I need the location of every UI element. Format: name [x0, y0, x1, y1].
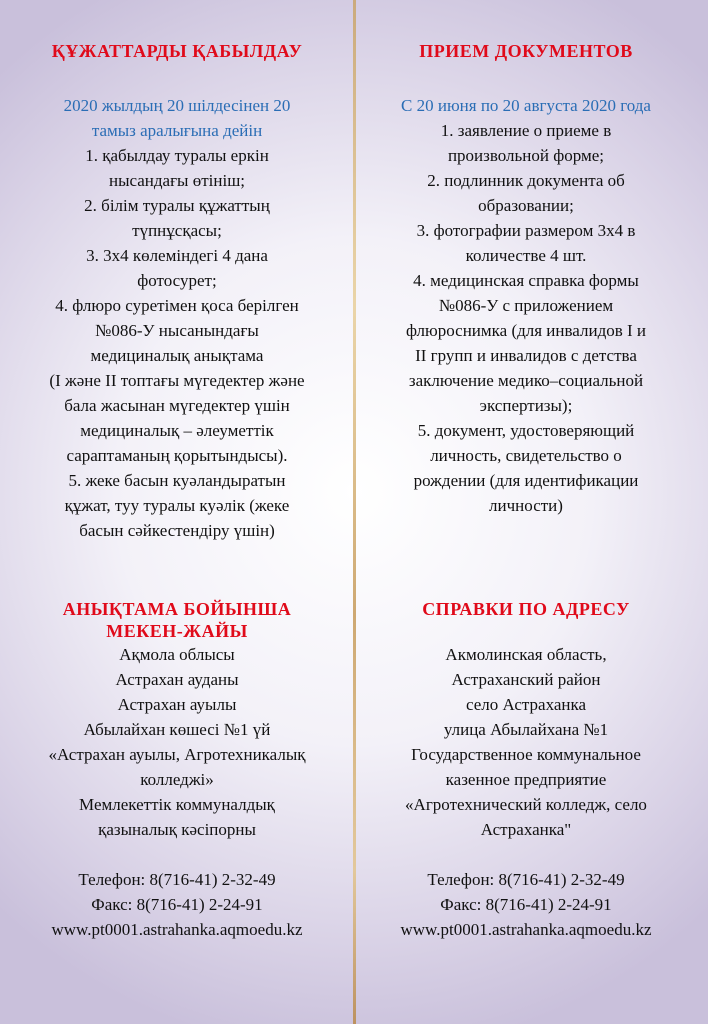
- left-website-link[interactable]: www.pt0001.astrahanka.aqmoedu.kz: [51, 920, 303, 939]
- left-period-line: тамыз аралығына дейін: [91, 121, 263, 140]
- address-line: Мемлекеттік коммуналдық: [79, 795, 275, 814]
- list-item: 3. 3х4 көлеміндегі 4 дана: [86, 246, 268, 265]
- left-documents-section: [12, 40, 342, 543]
- address-line: Астраханка": [480, 820, 572, 839]
- left-fax: Факс: 8(716-41) 2-24-91: [91, 895, 263, 914]
- address-line: село Астраханка: [465, 695, 587, 714]
- address-line: Астрахан ауылы: [117, 695, 237, 714]
- right-address-title-line: СПРАВКИ ПО АДРЕСУ: [422, 599, 630, 619]
- address-line: «Агротехнический колледж, село: [405, 795, 647, 814]
- list-item: 4. флюро суретімен қоса берілген: [55, 296, 299, 315]
- left-address-title: [12, 598, 342, 642]
- list-item: 5. документ, удостоверяющий: [417, 421, 635, 440]
- right-period-line: С 20 июня по 20 августа 2020 года: [401, 96, 651, 115]
- right-period: [361, 93, 691, 118]
- list-item: экспертизы);: [479, 396, 573, 415]
- address-line: қазыналық кәсіпорны: [98, 820, 256, 839]
- address-line: Астрахан ауданы: [115, 670, 239, 689]
- address-line: казенное предприятие: [445, 770, 607, 789]
- address-line: колледжі»: [140, 770, 214, 789]
- address-line: улица Абылайхана №1: [443, 720, 609, 739]
- right-fax: Факс: 8(716-41) 2-24-91: [440, 895, 612, 914]
- left-items-list: [12, 143, 342, 543]
- list-item: флюроснимка (для инвалидов І и: [405, 321, 647, 340]
- list-item: личность, свидетельство о: [430, 446, 622, 465]
- left-phone: Телефон: 8(716-41) 2-32-49: [78, 870, 276, 889]
- right-phone: Телефон: 8(716-41) 2-32-49: [427, 870, 625, 889]
- address-line: Государственное коммунальное: [411, 745, 641, 764]
- right-documents-title: ПРИЕМ ДОКУМЕНТОВ: [419, 41, 633, 61]
- left-period: [12, 93, 342, 143]
- left-address-lines: [12, 642, 342, 842]
- list-item: 2. білім туралы құжаттың: [84, 196, 270, 215]
- right-address-lines: [361, 642, 691, 842]
- list-item: рождении (для идентификации: [413, 471, 639, 490]
- list-item: 5. жеке басын куәландыратын: [68, 471, 286, 490]
- right-address-section: [361, 598, 691, 942]
- list-item: 1. қабылдау туралы еркін: [85, 146, 269, 165]
- left-documents-title: ҚҰЖАТТАРДЫ ҚАБЫЛДАУ: [51, 41, 303, 61]
- list-item: 2. подлинник документа об: [427, 171, 625, 190]
- address-line: Астраханский район: [451, 670, 601, 689]
- list-item: нысандағы өтініш;: [108, 171, 246, 190]
- list-item: 3. фотографии размером 3х4 в: [416, 221, 636, 240]
- list-item: фотосурет;: [137, 271, 217, 290]
- address-line: «Астрахан ауылы, Агротехникалық: [48, 745, 306, 764]
- list-item: 4. медицинская справка формы: [413, 271, 639, 290]
- right-website-link[interactable]: www.pt0001.astrahanka.aqmoedu.kz: [400, 920, 652, 939]
- center-divider: [353, 0, 356, 1024]
- list-item: сараптаманың қорытындысы).: [66, 446, 288, 465]
- list-item: медициналық анықтама: [90, 346, 264, 365]
- list-item: количестве 4 шт.: [465, 246, 587, 265]
- list-item: заключение медико–социальной: [408, 371, 644, 390]
- right-documents-section: [361, 40, 691, 518]
- left-address-section: [12, 598, 342, 942]
- list-item: түпнұсқасы;: [132, 221, 222, 240]
- address-line: Акмолинская область,: [445, 645, 607, 664]
- list-item: произвольной форме;: [447, 146, 605, 165]
- right-address-title: [361, 598, 691, 620]
- left-address-title-line: МЕКЕН-ЖАЙЫ: [106, 621, 248, 641]
- list-item: медициналық – әлеуметтік: [80, 421, 274, 440]
- list-item: 1. заявление о приеме в: [440, 121, 612, 140]
- address-line: Абылайхан көшесі №1 үй: [83, 720, 271, 739]
- list-item: басын сәйкестендіру үшін): [79, 521, 275, 540]
- list-item: №086-У с приложением: [438, 296, 614, 315]
- list-item: личности): [489, 496, 563, 515]
- list-item: (І және ІІ топтағы мүгедектер және: [49, 371, 305, 390]
- right-items-list: [361, 118, 691, 518]
- address-line: Ақмола облысы: [119, 645, 235, 664]
- list-item: құжат, туу туралы куәлік (жеке: [64, 496, 290, 515]
- list-item: ІІ групп и инвалидов с детства: [415, 346, 637, 365]
- list-item: образовании;: [478, 196, 574, 215]
- left-period-line: 2020 жылдың 20 шілдесінен 20: [63, 96, 291, 115]
- list-item: бала жасынан мүгедектер үшін: [64, 396, 290, 415]
- list-item: №086-У нысанындағы: [95, 321, 259, 340]
- left-address-title-line: АНЫҚТАМА БОЙЫНША: [62, 599, 292, 619]
